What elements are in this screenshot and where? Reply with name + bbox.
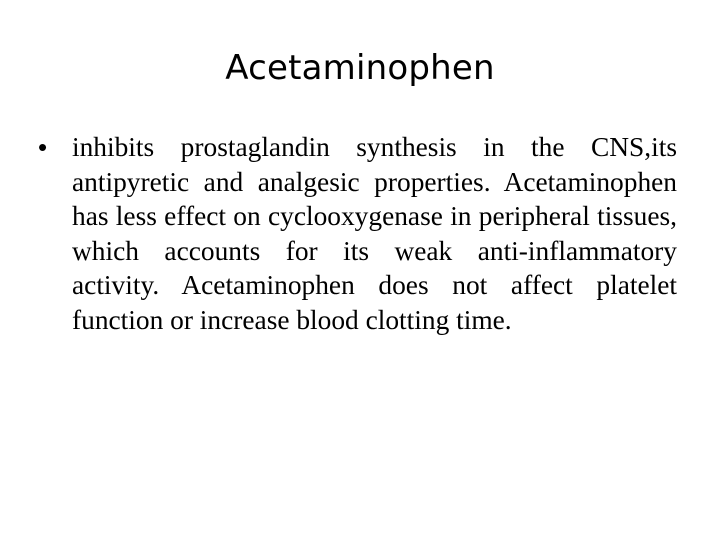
bullet-text: inhibits prostaglandin synthesis in the CNS,its antipyretic and analgesic properties. Acetaminophen has less effect on cyclooxygenase in peripheral tissues, which accounts for its weak anti-inflammatory activity. Acetaminophen does not affect platelet function or increase blood clotting time. — [72, 132, 677, 335]
bullet-marker: • — [38, 132, 48, 162]
bullet-list — [34, 130, 677, 337]
bullet-item — [34, 130, 677, 337]
slide-title: Acetaminophen — [225, 48, 495, 88]
